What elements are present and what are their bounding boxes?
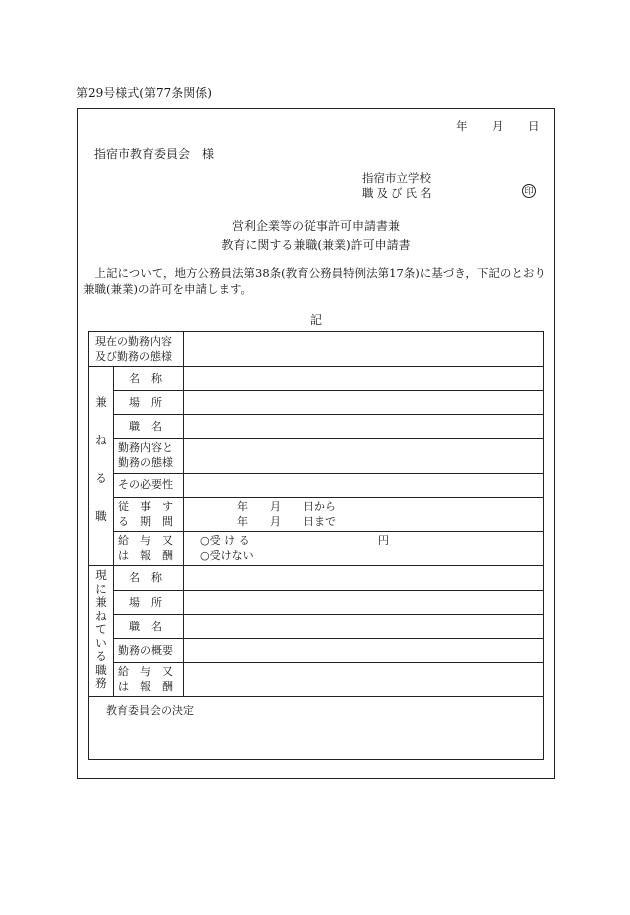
pay-yen-unit: 円 (378, 534, 389, 547)
concurrent-content-label-line2: 勤務の態様 (118, 456, 173, 469)
concurrent-position-label: 職 名 (129, 420, 162, 433)
concurrent-period-label-line1: 従 事 す (118, 500, 173, 513)
concurrent-period-label-line2: る 期 間 (118, 515, 173, 528)
date-month-label: 月 (492, 119, 504, 133)
concurrent-necessity-label: その必要性 (118, 478, 173, 491)
concurrent-name-label: 名 称 (129, 372, 162, 385)
current-pay-label-line2: は 報 酬 (118, 680, 173, 693)
pay-receive-option: ○受 け る (200, 534, 250, 547)
concurrent-pay-label-line2: は 報 酬 (118, 549, 173, 562)
date-year-label: 年 (456, 119, 468, 133)
current-place-label: 場 所 (129, 596, 162, 609)
seal-mark: 印 (522, 184, 536, 198)
addressee: 指宿市教育委員会 様 (94, 147, 215, 161)
concurrent-content-label-line1: 勤務内容と (118, 441, 173, 454)
concurrent-period-to: 年 月 日まで (237, 515, 336, 528)
board-decision-label: 教育委員会の決定 (106, 704, 194, 717)
application-body-text: 上記について，地方公務員法第38条(教育公務員特例法第17条)に基づき，下記のとおり兼職(兼業)の許可を申請します。 (83, 266, 546, 296)
current-position-label: 職 名 (129, 620, 162, 633)
concurrent-period-from: 年 月 日から (237, 500, 336, 513)
current-duty-label-line2: 及び勤務の態様 (95, 350, 172, 363)
applicant-school: 指宿市立学校 (362, 171, 431, 185)
current-overview-label: 勤務の概要 (118, 644, 173, 657)
pay-not-receive-option: ○受けない (200, 549, 254, 562)
concurrent-group-label: 兼 ね る 職 (95, 395, 107, 523)
concurrent-place-label: 場 所 (129, 396, 162, 409)
current-duty-label-line1: 現在の勤務内容 (95, 335, 172, 348)
applicant-name-label: 職及び氏名 (362, 186, 435, 200)
form-number: 第29号様式(第77条関係) (76, 86, 212, 100)
current-group-label: 現 に 兼 ね て い る 職 務 (95, 568, 107, 690)
current-pay-label-line1: 給 与 又 (118, 665, 173, 678)
ki-heading: 記 (309, 313, 322, 327)
document-title-line1: 営利企業等の従事許可申請書兼 (231, 219, 400, 233)
concurrent-pay-label-line1: 給 与 又 (118, 534, 173, 547)
current-name-label: 名 称 (129, 571, 162, 584)
document-title-line2: 教育に関する兼職(兼業)許可申請書 (221, 238, 411, 252)
date-day-label: 日 (528, 119, 540, 133)
